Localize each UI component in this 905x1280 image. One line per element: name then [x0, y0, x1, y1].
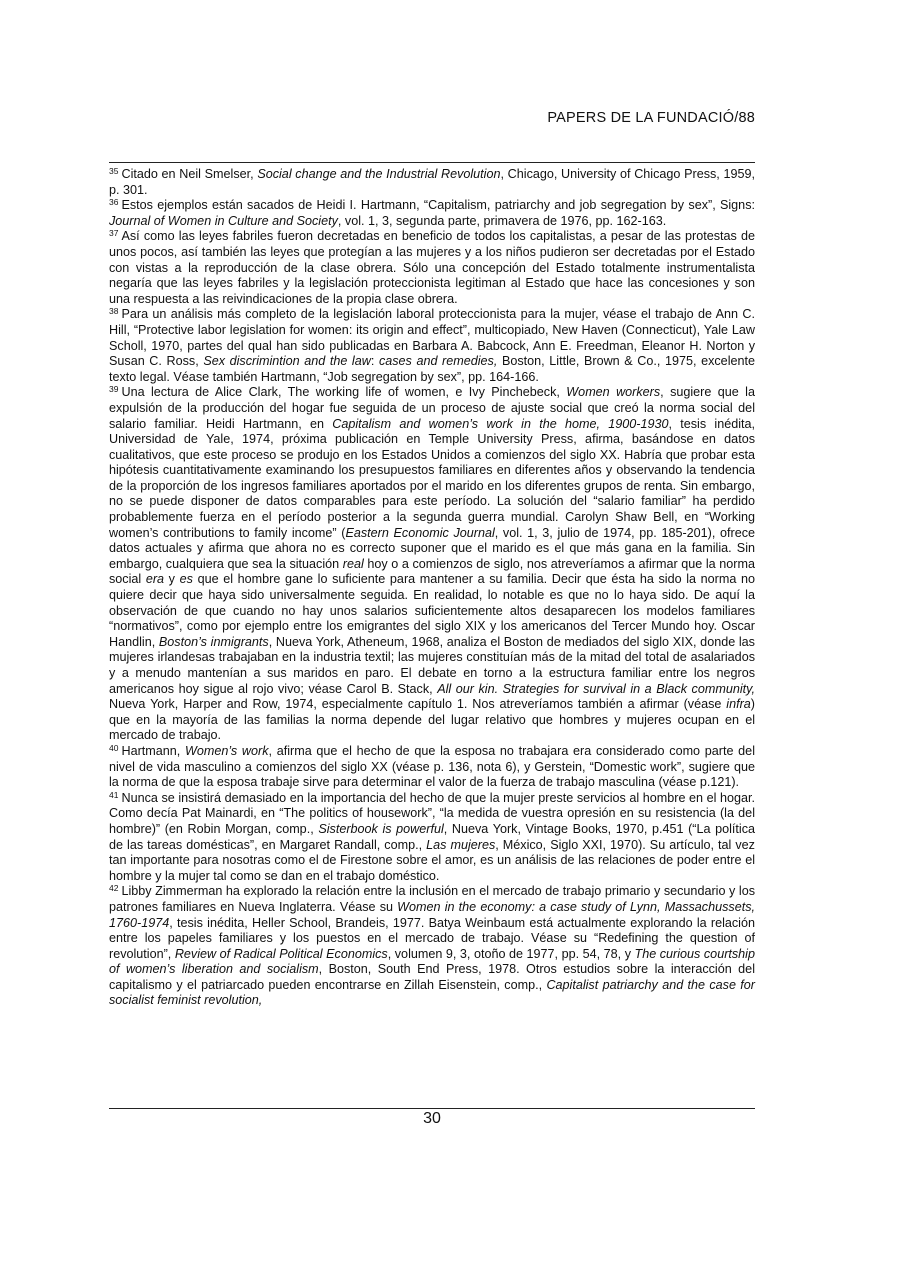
footnote-title-italic: Journal of Women in Culture and Society	[109, 213, 338, 228]
footnote-35	[109, 167, 755, 198]
footnote-number: 40	[109, 742, 119, 753]
footnote-title-italic: Sex discrimintion and the law	[203, 354, 371, 369]
footnote-text: , vol. 1, 3, julio de 1974, pp. 185-201), ofrece datos actuales y afirma que ahora no es correcto suponer que el marido es el que más gana en la familia. Sin embargo, cualquiera que sea la situación	[109, 525, 755, 571]
footnote-36	[109, 198, 755, 229]
footnote-number: 42	[109, 883, 119, 894]
footnote-text: Así como las leyes fabriles fueron decretadas en beneficio de todos los capitalistas, a pesar de las protestas de unos pocos, así también las leyes que protegían a las mujeres y a los niños pudieron ser decretadas por el Estado con vistas a la reproducción de la clase obrera. Sólo una concepción del Estado totalmente instrumentalista negaría que las leyes fabriles y la legislación proteccionista legitiman al Estado que hace las concesiones y son una respuesta a las reivindicaciones de la propia clase obrera.	[109, 229, 755, 306]
footnote-title-italic: Capitalism and women’s work in the home, 1900-1930	[332, 416, 669, 431]
footnote-text: Boston, Little, Brown & Co., 1975, excelente texto legal. Véase también Hartmann, “Job segregation by sex”, pp. 164-166.	[109, 354, 755, 384]
footnote-separator-rule	[109, 162, 755, 163]
footer-rule	[109, 1108, 755, 1109]
footnote-title-italic: Sisterbook is powerful	[318, 821, 444, 836]
footnote-text: Estos ejemplos están sacados de Heidi I. Hartmann, “Capitalism, patriarchy and job segregation by sex”, Signs:	[121, 198, 755, 213]
footnote-37	[109, 229, 755, 307]
footnote-38	[109, 307, 755, 385]
footnote-40	[109, 744, 755, 791]
footnote-title-italic: Social change and the Industrial Revolution	[257, 167, 501, 181]
footnotes-block	[109, 167, 755, 1009]
footnote-title-italic: cases and remedies,	[378, 354, 498, 369]
footnote-text: , Nueva York, Atheneum, 1968, analiza el Boston de mediados del siglo XIX, donde las mujeres irlandesas trabajaban en la industria textil; las mujeres constituían más de la mitad del total de asalariados y a menudo mantenían a sus maridos en paro. El debate en torno a la estructura familiar entre los negros americanos hoy sigue al rojo vivo; véase Carol B. Stack,	[109, 634, 755, 696]
footnote-text: y	[164, 572, 180, 587]
footnote-42	[109, 884, 755, 1009]
footnote-title-italic: es	[179, 572, 193, 587]
running-head: PAPERS DE LA FUNDACIÓ/88	[547, 110, 755, 126]
footnote-text: Una lectura de Alice Clark, The working life of women, e Ivy Pinchebeck,	[121, 385, 567, 400]
footnote-number: 38	[109, 306, 119, 317]
footnote-title-italic: Review of Radical Political Economics	[174, 946, 388, 961]
footnote-text: ) que en la mayoría de las familias la norma depende del lugar relativo que hombres y mujeres ocupan en el mercado de trabajo.	[109, 697, 755, 743]
footnote-number: 41	[109, 789, 119, 800]
footnote-text: , sugiere que la expulsión de la producción del hogar fue seguida de un proceso de ajuste social que creó la norma social del salario familiar. Heidi Hartmann, en	[109, 385, 755, 431]
footnote-text: , volumen 9, 3, otoño de 1977, pp. 54, 78, y	[387, 946, 635, 961]
footnote-text: Para un análisis más completo de la legislación laboral proteccionista para la mujer, véase el trabajo de Ann C. Hill, “Protective labor legislation for women: its origin and effect”, multicopiado, New Haven (Connecticut), Yale Law Scholl, 1970, partes del qual han sido publicadas en Barbara A. Babcock, Ann E. Freedman, Eleanor H. Norton y Susan C. Ross,	[109, 307, 755, 369]
footnote-text: , vol. 1, 3, segunda parte, primavera de 1976, pp. 162-163.	[337, 213, 667, 228]
footnote-text: Nueva York, Harper and Row, 1974, especialmente capítulo 1. Nos atreveríamos también a afirmar (véase	[109, 697, 727, 712]
footnote-text: , afirma que el hecho de que la esposa no trabajara era considerado como parte del nivel de vida masculino a comienzos del siglo XX (véase p. 136, nota 6), y Gerstein, “Domestic work”, sugiere que la norma de que la esposa trabaje sirve para determinar el valor de la fuerza de trabajo masculina (véase p.121).	[109, 743, 755, 790]
footnote-title-italic: Women’s work	[184, 743, 269, 758]
footnote-title-italic: The curious courtship of women’s liberation and socialism	[109, 946, 755, 977]
page-number: 30	[423, 1110, 441, 1127]
footnote-title-italic: infra	[726, 697, 751, 712]
footnote-text: , tesis inédita, Universidad de Yale, 1974, próxima publicación en Temple University Press, afirma, basándose en datos cualitativos, que este proceso se produjo en los Estados Unidos a comienzos del siglo XX. Habría que probar esta hipótesis cuantitativamente examinando los presupuestos familiares en diferentes años y observando la tendencia de la proporción de los ingresos familiares aportados por el marido en los diferentes grupos de renta. Sin embargo, no se puede disponer de datos comparables para este período. La solución del “salario familiar” ha perdido probablemente fuerza en el período posterior a la segunda guerra mundial. Carolyn Shaw Bell, en “Working women’s contributions to family income” (	[109, 416, 756, 540]
footnote-number: 37	[109, 228, 119, 239]
footnote-text: Nunca se insistirá demasiado en la importancia del hecho de que la mujer preste servicios al hombre en el hogar. Como decía Pat Mainardi, en “The politics of housework”, “la medida de vuestra opresión en su resistencia (la del hombre)” (en Robin Morgan, comp.,	[109, 790, 755, 836]
footnote-text: , México, Siglo XXI, 1970). Su artículo, tal vez tan importante para nosotras como el de Firestone sobre el amor, es un análisis de las relaciones de poder entre el hombre y la mujer tal como se dan en el trabajo doméstico.	[109, 837, 755, 883]
footnote-text: Hartmann,	[121, 743, 185, 758]
footnote-text: que el hombre gane lo suficiente para mantener a su familia. Decir que ésta ha sido la norma no quiere decir que haya sido universalmente seguida. En realidad, lo notable es que no lo haya sido. De aquí la observación de que cuando no hay unos salarios suficientemente altos desaparecen los modelos familiares “normativos”, como por ejemplo entre los emigrantes del siglo XIX y los americanos del Tercer Mundo hoy. Oscar Handlin,	[109, 572, 755, 649]
footnote-number: 35	[109, 166, 119, 176]
footnote-title-italic: Boston’s inmigrants	[158, 634, 269, 649]
footnote-title-italic: Women in the economy: a case study of Lynn, Massachussets, 1760-1974	[109, 899, 755, 930]
footnote-title-italic: real	[342, 556, 364, 571]
footnote-text: , tesis inédita, Heller School, Brandeis, 1977. Batya Weinbaum está actualmente explorando la relación entre los papeles familiares y los puestos en el mercado de trabajo. Véase su “Redefining the question of revolution”,	[109, 915, 755, 961]
footnote-title-italic: Capitalist patriarchy and the case for socialist feminist revolution,	[109, 977, 755, 1008]
footnote-title-italic: era	[145, 572, 165, 587]
footnote-text: hoy o a comienzos de siglo, nos atreveríamos a afirmar que la norma social	[109, 556, 755, 587]
footnote-title-italic: All our kin. Strategies for survival in a Black community,	[437, 681, 755, 696]
footnote-39	[109, 385, 755, 744]
footnote-title-italic: Las mujeres	[426, 837, 496, 852]
footnote-number: 36	[109, 197, 119, 208]
footnote-text: :	[370, 354, 379, 369]
footnote-number: 39	[109, 384, 119, 395]
footnote-title-italic: Women workers	[566, 385, 661, 400]
footnote-41	[109, 791, 755, 885]
footnote-title-italic: Eastern Economic Journal	[345, 525, 495, 540]
footnote-text: , Chicago, University of Chicago Press, 1959, p. 301.	[109, 167, 755, 197]
footnote-text: , Boston, South End Press, 1978. Otros estudios sobre la interacción del capitalismo y el patriarcado pueden encontrarse en Zillah Eisenstein, comp.,	[109, 962, 755, 992]
footnote-text: Citado en Neil Smelser,	[121, 167, 258, 181]
footnote-text: , Nueva York, Vintage Books, 1970, p.451 (“La política de las tareas domésticas”, en Margaret Randall, comp.,	[109, 821, 756, 852]
footnote-text: Libby Zimmerman ha explorado la relación entre la inclusión en el mercado de trabajo primario y secundario y los patrones familiares en Nueva Inglaterra. Véase su	[109, 884, 755, 914]
